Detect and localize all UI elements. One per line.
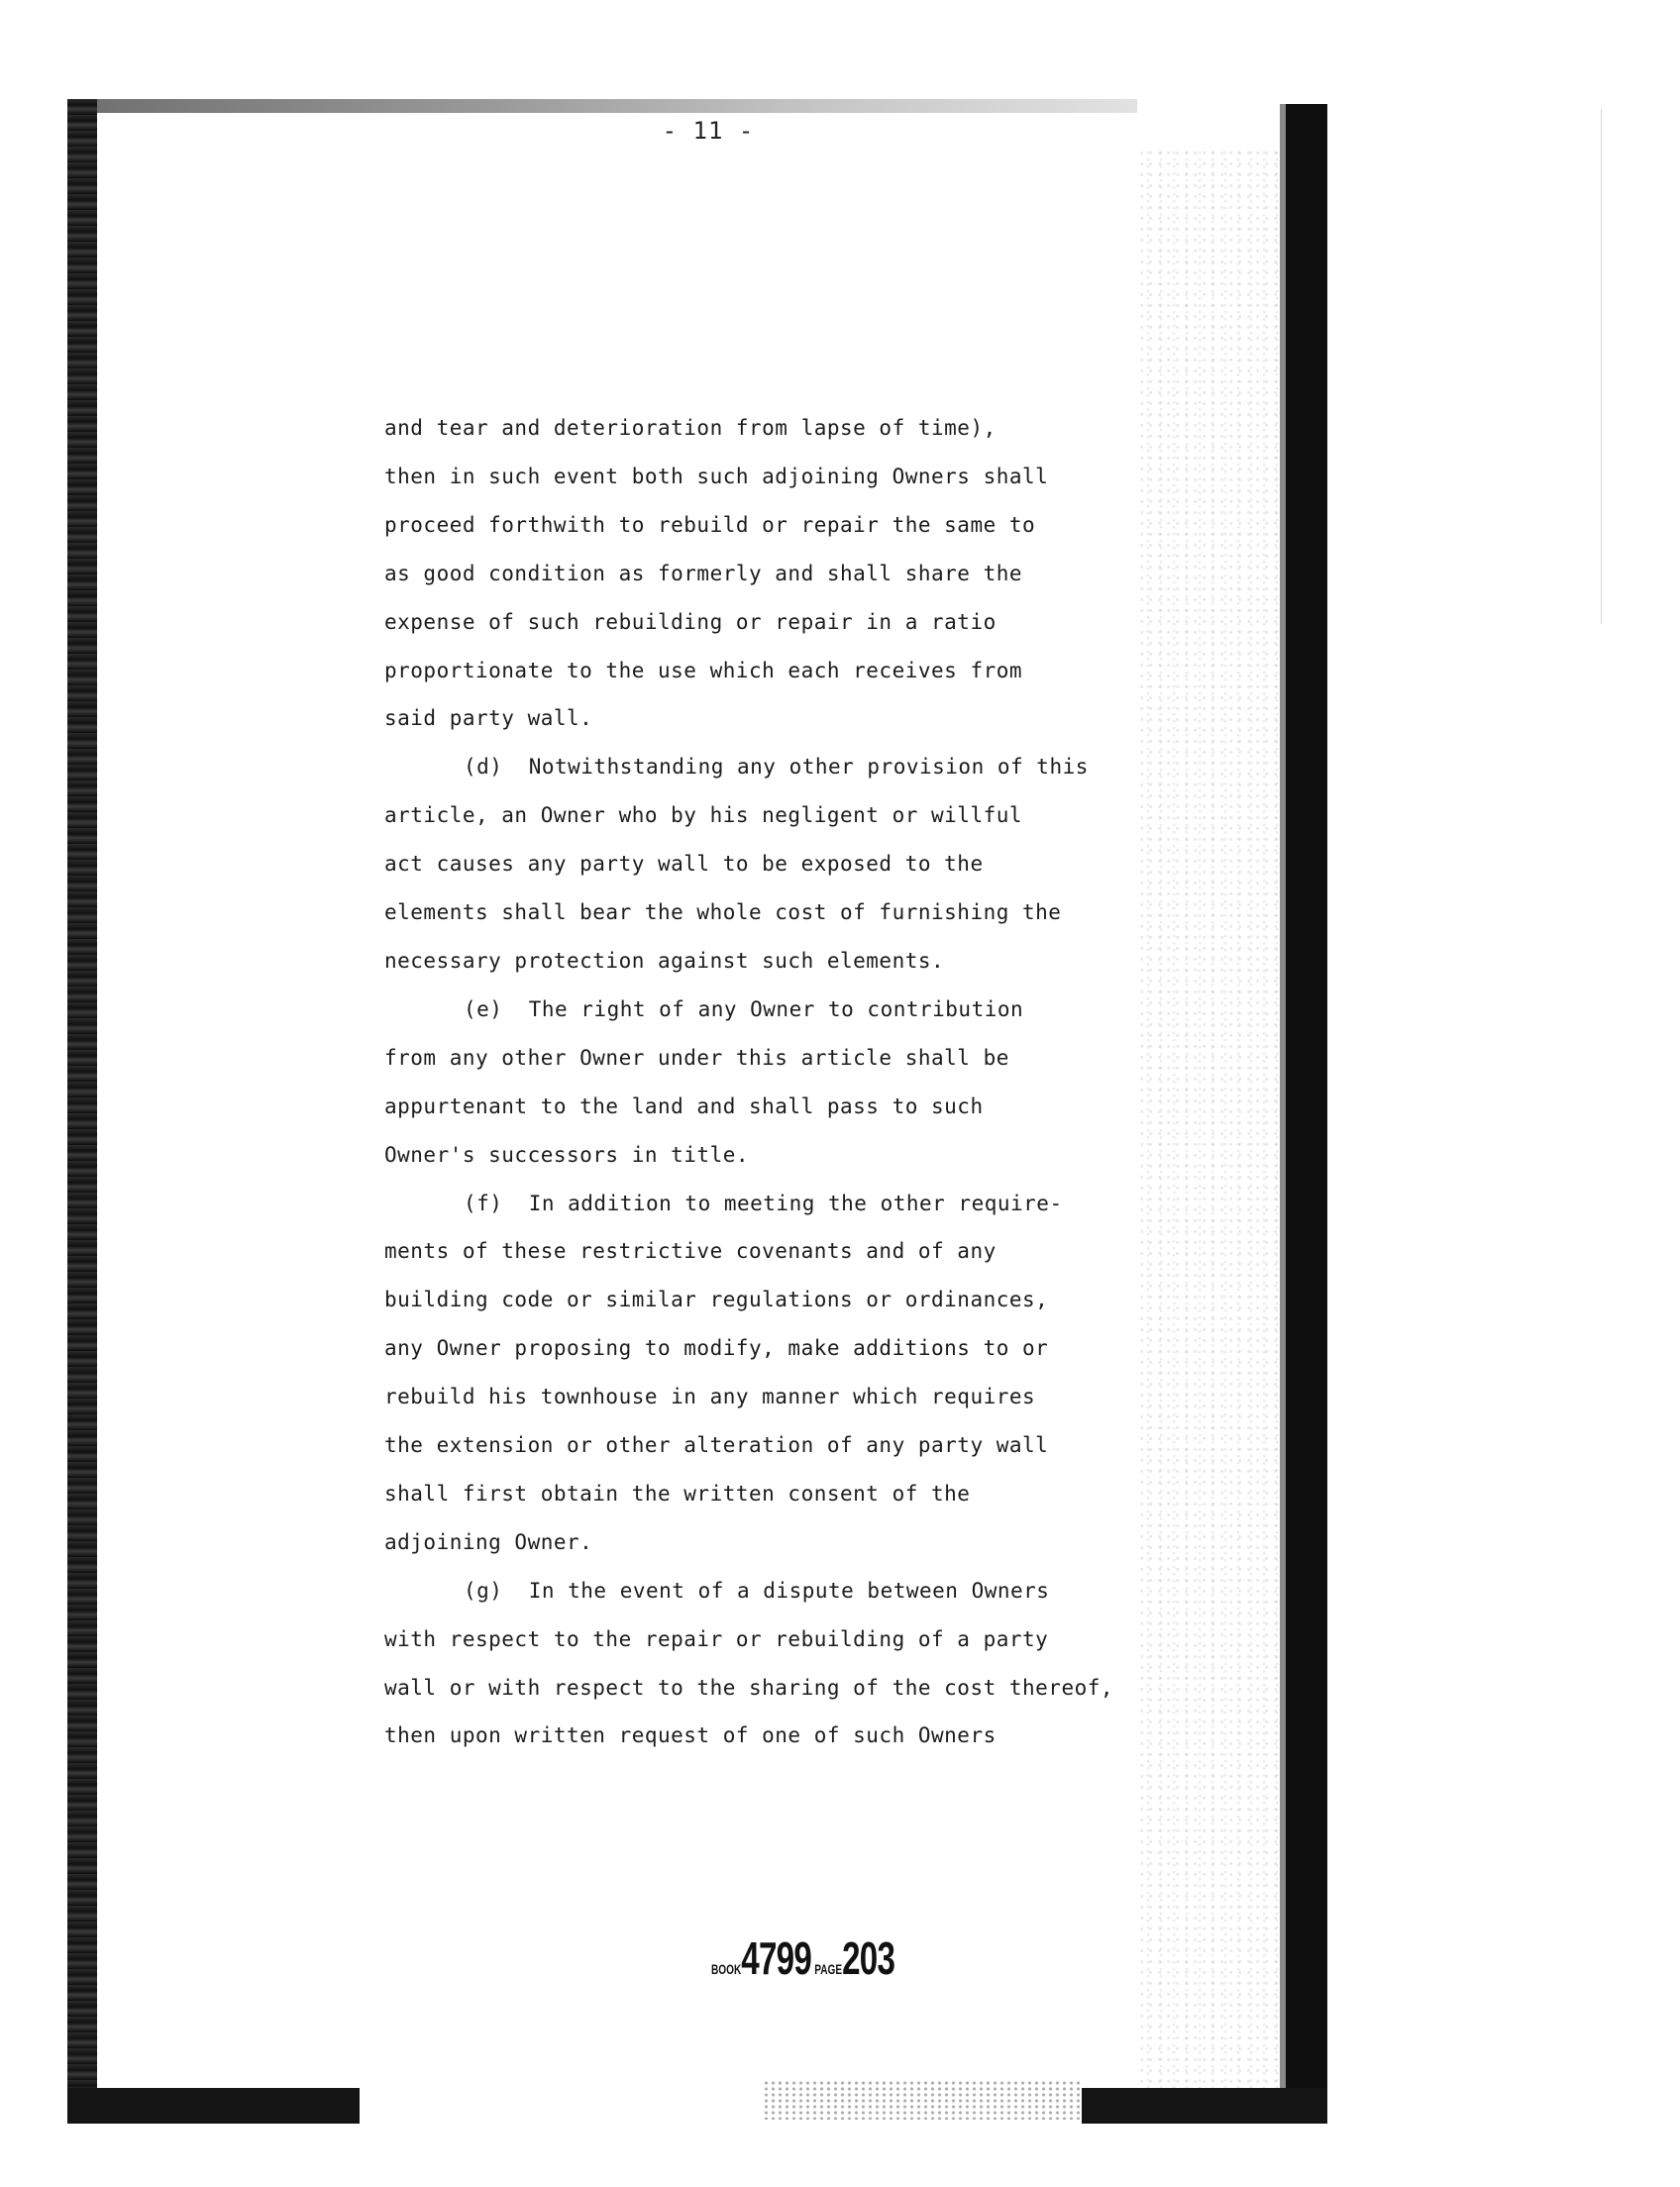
text-line: article, an Owner who by his negligent or willful [384,803,1023,828]
text-line: said party wall. [384,706,593,731]
text-line: wall or with respect to the sharing of the cost thereof, [384,1675,1114,1700]
text-line: as good condition as formerly and shall share the [384,561,1023,585]
book-number: 4799 [741,1932,812,1984]
text-line: then upon written request of one of such Owners [384,1723,997,1748]
text-line: the extension or other alteration of any party wall [384,1433,1049,1458]
text-line: (f) In addition to meeting the other require- [464,1191,1063,1215]
text-line: rebuild his townhouse in any manner which requires [384,1385,1036,1409]
text-line: proportionate to the use which each receives from [384,658,1023,682]
scan-edge-top [67,99,1137,113]
text-line: elements shall bear the whole cost of furnishing the [384,900,1062,925]
scan-edge-right [1286,104,1327,2120]
text-line: adjoining Owner. [384,1529,593,1554]
text-line: ments of these restrictive covenants and of any [384,1239,997,1264]
scan-edge-bottom-left [67,2088,360,2124]
book-label: BOOK [711,1961,742,1977]
text-line: expense of such rebuilding or repair in a ratio [384,609,997,634]
text-line: and tear and deterioration from lapse of time), [384,416,997,440]
text-line: appurtenant to the land and shall pass to such [384,1094,984,1118]
text-line: with respect to the repair or rebuilding of a party [384,1626,1049,1651]
scan-edge-left [67,99,97,2120]
recording-stamp [711,1931,894,1985]
recorded-page-number: 203 [842,1932,895,1984]
text-line: shall first obtain the written consent of the [384,1481,971,1506]
text-line: then in such event both such adjoining Owners shall [384,464,1049,488]
text-line: any Owner proposing to modify, make additions to or [384,1336,1049,1361]
text-line: necessary protection against such elements. [384,948,945,973]
scan-edge-bottom-right [1082,2088,1327,2124]
document-body [384,404,1236,1760]
text-line: building code or similar regulations or ordinances, [384,1288,1049,1312]
text-line: from any other Owner under this article shall be [384,1045,1009,1070]
text-line: (g) In the event of a dispute between Owners [464,1578,1050,1603]
text-line: act causes any party wall to be exposed to the [384,852,984,877]
margin-line [1601,109,1602,624]
text-line: (e) The right of any Owner to contribution [464,996,1024,1021]
page-label: PAGE [814,1961,843,1977]
scan-noise-bottom [763,2080,1080,2120]
text-line: Owner's successors in title. [384,1142,750,1167]
text-line: proceed forthwith to rebuild or repair the same to [384,512,1036,537]
page-number: - 11 - [662,117,755,145]
text-line: (d) Notwithstanding any other provision of this [464,755,1089,780]
